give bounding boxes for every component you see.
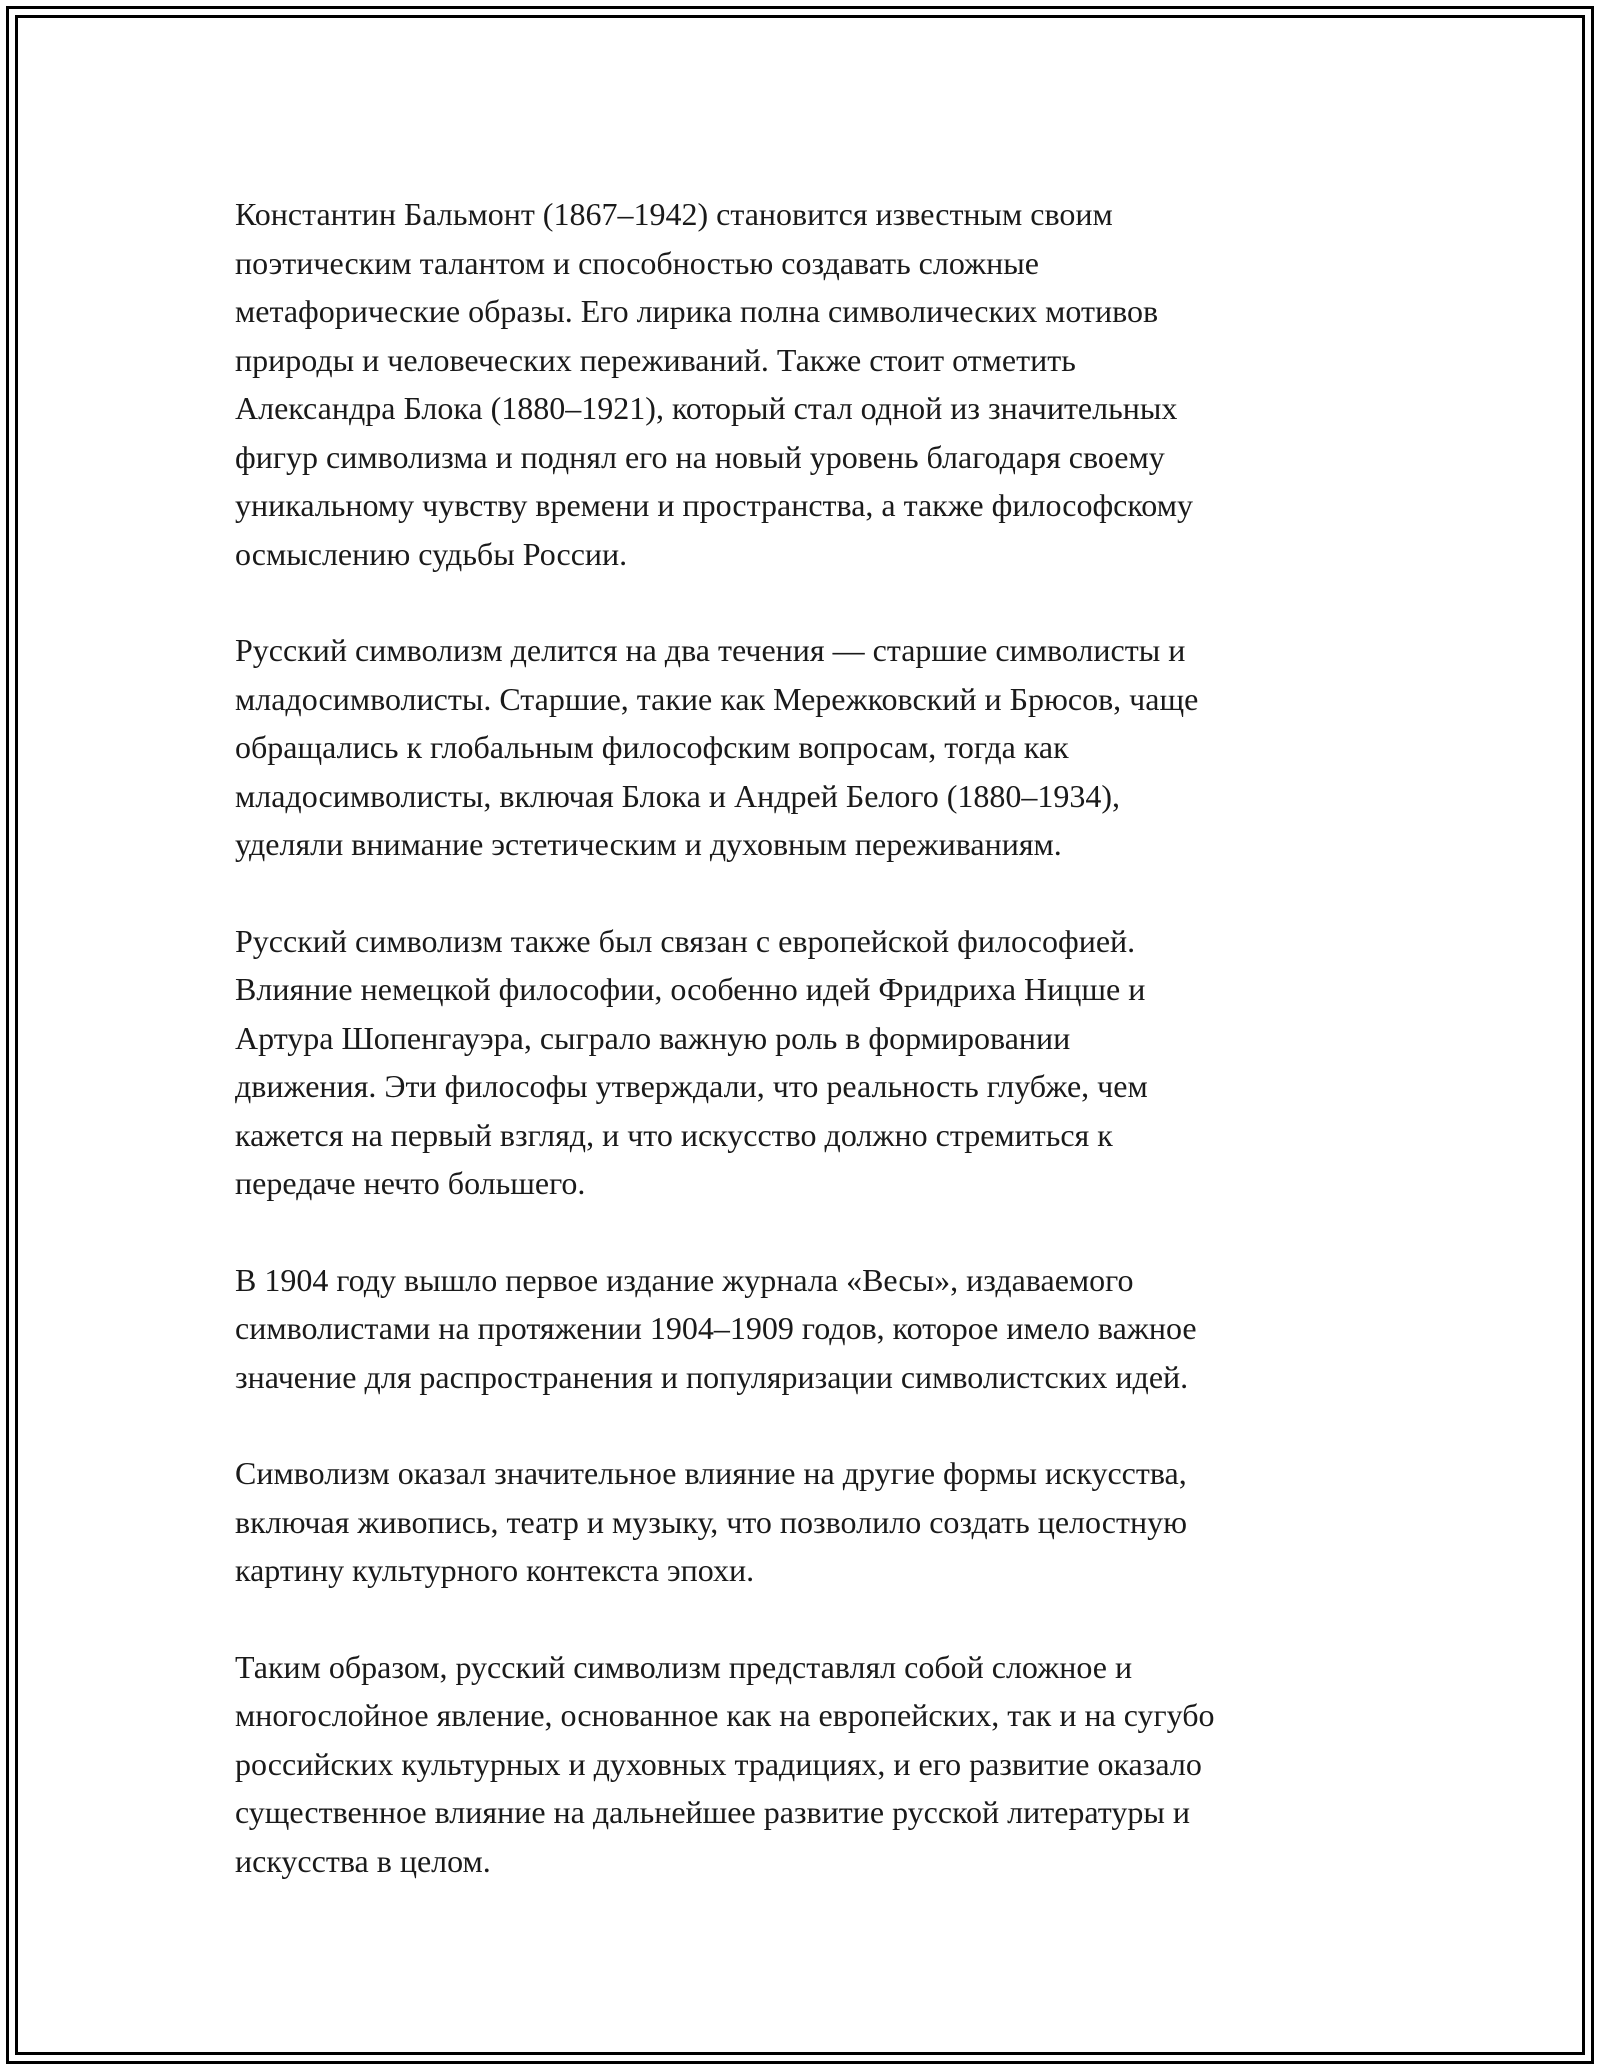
document-body [235,190,1375,1933]
paragraph-balmont-blok: Константин Бальмонт (1867–1942) становится известным своим поэтическим талантом и способностью создавать сложные метафорические образы. Его лирика полна символических мотивов природы и человеческих переживаний. Также стоит отметить Александра Блока (1880–1921), который стал одной из значительных фигур символизма и поднял его на новый уровень благодаря своему уникальному чувству времени и пространства, а также философскому осмыслению судьбы России. [235,196,1193,572]
paragraph-european-philosophy: Русский символизм также был связан с европейской философией. Влияние немецкой философии, особенно идей Фридриха Ницше и Артура Шопенгауэра, сыграло важную роль в формировании движения. Эти философы утверждали, что реальность глубже, чем кажется на первый взгляд, и что искусство должно стремиться к передаче нечто большего. [235,922,1148,1201]
paragraph-two-currents: Русский символизм делится на два течения — старшие символисты и младосимволисты. Старшие, такие как Мережковский и Брюсов, чаще обращались к глобальным философским вопросам, тогда как младосимволисты, включая Блока и Андрей Белого (1880–1934), уделяли внимание эстетическим и духовным переживаниям. [235,632,1199,862]
paragraph-vesy-journal: В 1904 году вышло первое издание журнала «Весы», издаваемого символистами на протяжении 1904–1909 годов, которое имело важное значение для распространения и популяризации символистских идей. [235,1261,1197,1395]
paragraph-conclusion: Таким образом, русский символизм представлял собой сложное и многослойное явление, основанное как на европейских, так и на сугубо российских культурных и духовных традициях, и его развитие оказало существенное влияние на дальнейшее развитие русской литературы и искусства в целом. [235,1648,1215,1879]
paragraph-other-arts: Символизм оказал значительное влияние на другие формы искусства, включая живопись, театр и музыку, что позволило создать целостную картину культурного контекста эпохи. [235,1455,1187,1588]
